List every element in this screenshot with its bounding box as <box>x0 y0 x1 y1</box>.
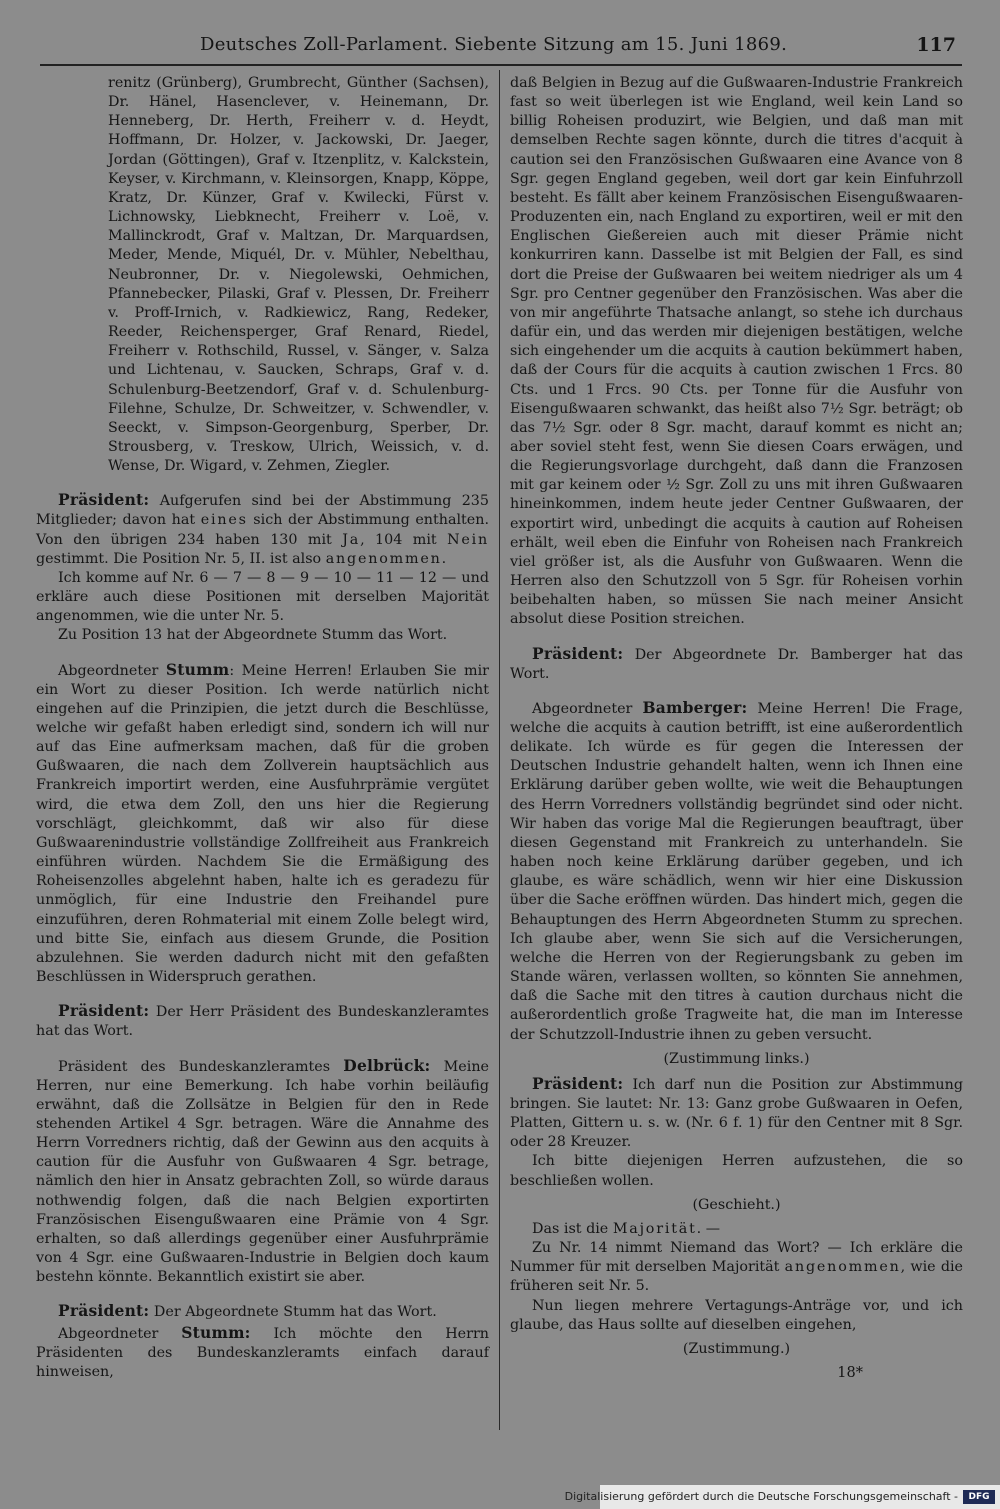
dfg-logo: DFG <box>963 1490 995 1504</box>
paragraph-position-13: Zu Position 13 hat der Abgeordnete Stumm das Wort. <box>58 627 448 644</box>
paragraph-request-standing: Ich bitte diejenigen Herren aufzustehen, die so beschließen wollen. <box>510 1153 963 1189</box>
paragraph-president-vote-call: Präsident: Ich darf nun die Position zur Abstimmung bringen. Sie lautet: Nr. 13: Ganz grobe Gußwaaren in Oefen, Platten, Gittern u. s. w. (Nr. 6 f. 1) für den Centner mit 8 Sgr. oder 28 Kreuzer. <box>510 1073 963 1151</box>
paragraph-president-delbrueck-intro: Präsident: Der Herr Präsident des Bundeskanzleramtes hat das Wort. <box>36 1001 490 1040</box>
paragraph-majority: Das ist die Majorität. — <box>532 1220 721 1237</box>
paragraph-positions-accepted: Ich komme auf Nr. 6 — 7 — 8 — 9 — 10 — 11 — 12 — und erkläre auch diese Positionen mit derselben Majorität angenommen, wie die unter Nr. 5. <box>36 569 489 625</box>
paragraph-number-14: Zu Nr. 14 nimmt Niemand das Wort? — Ich erkläre die Nummer für mit derselben Majorität angenommen, wie die früheren seit Nr. 5. <box>510 1240 964 1295</box>
reaction-done: (Geschieht.) <box>692 1196 781 1213</box>
paragraph-bamberger-speech: Abgeordneter Bamberger: Meine Herren! Die Frage, welche die acquits à caution betrifft, ist eine außerordentlich delikate. Ich würde es für gegen die Interessen der Deutschen Industrie gehandelt halten, wenn ich Ihnen eine Erklärung darüber geben wollte, wie weit die Behauptungen des Herrn Vorredners vollständig begründet sind oder nicht. Wir haben das vorige Mal die Regierungen beauftragt, über diesen Gegenstand mit Frankreich zu unterhandeln. Sie haben noch keine Erklärung darüber gegeben, und ich glaube, es wäre schädlich, wenn wir hier eine Diskussion über die Sache eröffnen würden. Das hindert mich, gegen die Behauptungen des Herrn Abgeordneten Stumm zu sprechen. Ich glaube aber, wenn Sie sich auf die Versicherungen, welche die Herren von der Regierungsbank zu geben im Stande wären, verlassen wollten, so könnten Sie annehmen, daß die Sache mit den titres à caution durchaus nicht die außerordentlich große Tragweite hat, die man im Interesse der Schutzzoll-Industrie ihnen zu geben versucht. <box>510 697 963 1043</box>
speaker-name: Präsident: <box>532 643 624 663</box>
paragraph-delbrueck-speech: Präsident des Bundeskanzleramtes Delbrück: Meine Herren, nur eine Bemerkung. Ich habe vorhin beiläufig erwähnt, daß die Zollsätze in Belgien für den in Rede stehenden Artikel 4 Sgr. betragen. Wäre die Annahme des Herrn Vorredners richtig, daß der Gewinn aus den acquits à caution für die Ausfuhr von Gußwaaren 4 Sgr. betrage, nämlich den hier in Ansatz gebrachten Zoll, so würde daraus nothwendig folgen, daß die nach Belgien exportirten Französischen Eisengußwaaren eine Prämie von 4 Sgr. erhalten, so daß allerdings gegenüber einer Ausfuhrprämie von 4 Sgr. eine Gußwaaren-Industrie in Belgien doch kaum bestehn könnte. Bekanntlich existirt sie aber. <box>36 1055 490 1286</box>
paragraph-president-stumm-intro: Präsident: Der Abgeordnete Stumm hat das Wort. <box>58 1301 437 1321</box>
speaker-name: Präsident: <box>58 1001 150 1021</box>
digitization-footer <box>564 1485 1000 1509</box>
paragraph-adjournment-motions: Nun liegen mehrere Vertagungs-Anträge vor, und ich glaube, das Haus sollte auf dieselben eingehen, <box>510 1297 963 1333</box>
paragraph-stumm-reply: Abgeordneter Stumm: Ich möchte den Herrn Präsidenten des Bundeskanzleramts einfach darauf hinweisen, <box>36 1322 490 1380</box>
page-header-title: Deutsches Zoll-Parlament. Siebente Sitzung am 15. Juni 1869. <box>200 34 788 55</box>
page-header <box>40 30 962 66</box>
paragraph-stumm-reply-continued: daß Belgien in Bezug auf die Gußwaaren-Industrie Frankreich fast so weit überlegen ist wie England, weil kein Land so billig Roheisen produzirt, wie Belgien, und daß man mit demselben Rechte sagen könnte, durch die titres d'acquit à caution sei den Französischen Gußwaaren eine Avance von 8 Sgr. gegen England gegeben, weil dort gar kein Einfuhrzoll besteht. Es fällt aber keinem Französischen Eisengußwaaren-Produzenten ein, nach England zu exportiren, weil er mit den Englischen Gießereien auch mit dieser Prämie nicht konkurriren kann. Dasselbe ist mit Belgien der Fall, es sind dort die Preise der Gußwaaren bei weitem niedriger als um 4 Sgr. pro Centner gegenüber den Französischen. Was aber die von mir angeführte Thatsache anlangt, so stehe ich durchaus dafür ein, und das werden mir diejenigen bestätigen, welche sich eingehender um die acquits à caution bekümmert haben, daß der Cours für die acquits à caution zwischen 1 Frcs. 80 Cts. und 1 Frcs. 90 Cts. per Tonne für die Ausfuhr von Eisengußwaaren schwankt, das heißt also 7½ Sgr. beträgt; ob das 7½ Sgr. oder 8 Sgr. macht, darauf kommt es nicht an; aber soviel steht fest, wenn Sie diesen Coars erwägen, und die Regierungsvorlage durchgeht, daß dann die Franzosen mit gar keinem oder ½ Sgr. Zoll zu uns mit ihren Gußwaaren hineinkommen, indem heute jeder Centner Gußwaaren, der exportirt wird, unbedingt die acquits à caution auf Roheisen erhält, weil eben die Einfuhr von Roheisen nach Frankreich viel größer ist, als die Ausfuhr von Gußwaaren. Wenn die Herren also den Schutzzoll von 5 Sgr. für Roheisen vorhin beibehalten haben, so müssen Sie nach meiner Ansicht absolut diese Position streichen. <box>510 75 964 628</box>
paragraph-president-bamberger-intro: Präsident: Der Abgeordnete Dr. Bamberger hat das Wort. <box>510 643 964 682</box>
left-column <box>36 74 489 1382</box>
column-divider <box>499 70 500 1430</box>
speaker-name: Präsident: <box>58 490 150 510</box>
right-column <box>510 74 963 1383</box>
voter-names-list: renitz (Grünberg), Grumbrecht, Günther (Sachsen), Dr. Hänel, Hasenclever, v. Heinemann, Dr. Henneberg, Dr. Herth, Freiherr v. d. Heydt, Hoffmann, Dr. Holzer, v. Jackowski, Dr. Jaeger, Jordan (Göttingen), Graf v. Itzenplitz, v. Kalckstein, Keyser, v. Kirchmann, v. Kleinsorgen, Knapp, Köppe, Kratz, Dr. Künzer, Graf v. Kwilecki, Fürst v. Lichnowsky, Liebknecht, Freiherr v. Loë, v. Mallinckrodt, Graf v. Maltzan, Dr. Marquardsen, Meder, Mende, Miquél, Dr. v. Mühler, Nebelthau, Neubronner, Dr. v. Niegolewski, Oehmichen, Pfannebecker, Pilaski, Graf v. Plessen, Dr. Freiherr v. Proff-Irnich, v. Radkiewicz, Rang, Redeker, Reeder, Reichensperger, Graf Renard, Riedel, Freiherr v. Rothschild, Russel, v. Sänger, v. Salza und Lichtenau, v. Saucken, Schraps, Graf v. d. Schulenburg-Beetzendorf, Graf v. d. Schulenburg-Filehne, Schulze, Dr. Schweitzer, v. Schwendler, v. Seeckt, v. Simpson-Georgenburg, Sperber, Dr. Strousberg, v. Treskow, Ulrich, Weissich, v. d. Wense, Dr. Wigard, v. Zehmen, Ziegler. <box>108 75 489 475</box>
speaker-name: Stumm: <box>181 1322 251 1342</box>
reaction-approval: (Zustimmung.) <box>682 1340 791 1357</box>
speaker-name: Präsident: <box>532 1073 624 1093</box>
reaction-approval-left: (Zustimmung links.) <box>663 1050 810 1067</box>
paragraph-stumm-speech: Abgeordneter Stumm: Meine Herren! Erlauben Sie mir ein Wort zu dieser Position. Ich werde natürlich nicht eingehen auf die Prinzipien, die jetzt durch die Beschlüsse, welche wir gefaßt haben erledigt sind, sondern ich will nur auf das Eine aufmerksam machen, daß für die groben Gußwaaren, die nach dem Zollverein hauptsächlich aus Frankreich importirt werden, eine Ausfuhrprämie vergütet wird, die etwa dem Zoll, den uns hier die Regierung vorschlägt, gleichkommt, daß wir also für diese Gußwaarenindustrie vollständige Zollfreiheit aus Frankreich einführen würden. Nachdem Sie die Ermäßigung des Roheisenzolles abgelehnt haben, halte ich es geradezu für unmöglich, für eine Industrie den Freihandel pure einzuführen, deren Rohmaterial mit einem Zolle belegt wird, und bitte Sie, einfach aus diesem Grunde, die Position abzulehnen. Sie werden dadurch nicht mit den gefaßten Beschlüssen in Widerspruch gerathen. <box>36 659 489 986</box>
speaker-name: Präsident: <box>58 1301 150 1321</box>
speaker-name: Stumm <box>165 659 230 679</box>
page-number: 117 <box>916 34 956 56</box>
paragraph-president-vote-result: Präsident: Aufgerufen sind bei der Abstimmung 235 Mitglieder; davon hat eines sich der Abstimmung enthalten. Von den übrigen 234 haben 130 mit Ja, 104 mit Nein gestimmt. Die Position Nr. 5, II. ist also angenommen. <box>36 490 490 567</box>
speaker-name: Bamberger: <box>642 697 748 717</box>
printer-signature-mark: 18* <box>837 1365 863 1381</box>
speaker-name: Delbrück: <box>343 1055 431 1075</box>
footer-text: Digitalisierung gefördert durch die Deutsche Forschungsgemeinschaft - <box>564 1490 958 1503</box>
